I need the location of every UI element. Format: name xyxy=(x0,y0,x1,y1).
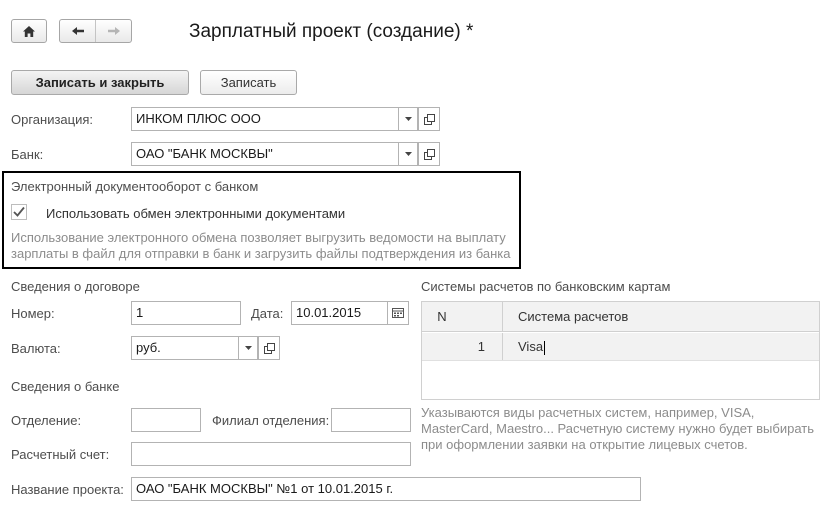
chevron-down-icon xyxy=(405,117,412,121)
chevron-down-icon xyxy=(245,346,252,350)
bank-field[interactable]: ОАО "БАНК МОСКВЫ" xyxy=(131,142,399,166)
sub-branch-label: Филиал отделения: xyxy=(212,413,330,428)
page-title: Зарплатный проект (создание) * xyxy=(189,21,474,42)
open-window-icon xyxy=(424,149,435,160)
currency-dropdown-button[interactable] xyxy=(238,336,258,360)
contract-date-field[interactable]: 10.01.2015 xyxy=(291,301,388,325)
column-header-system[interactable]: Система расчетов xyxy=(518,309,629,324)
text-cursor xyxy=(544,341,545,355)
table-header xyxy=(422,302,819,332)
organization-label: Организация: xyxy=(11,112,94,127)
history-nav xyxy=(59,19,132,43)
branch-label: Отделение: xyxy=(11,413,82,428)
bank-dropdown-button[interactable] xyxy=(398,142,418,166)
column-header-n[interactable]: N xyxy=(437,309,447,324)
account-field[interactable] xyxy=(131,442,411,466)
forward-button[interactable] xyxy=(96,20,131,42)
sub-branch-field[interactable] xyxy=(331,408,411,432)
checkmark-icon xyxy=(11,204,27,220)
home-button[interactable] xyxy=(11,19,47,43)
home-icon xyxy=(22,25,36,38)
card-systems-hint-line-2: MasterCard, Maestro... Расчетную систему нужно будет выбирать xyxy=(421,421,815,436)
save-and-close-button[interactable]: Записать и закрыть xyxy=(11,70,189,95)
card-systems-hint-line-1: Указываются виды расчетных систем, например, VISA, xyxy=(421,405,755,420)
chevron-down-icon xyxy=(405,152,412,156)
arrow-right-icon xyxy=(107,26,121,36)
organization-dropdown-button[interactable] xyxy=(398,107,418,131)
table-row[interactable] xyxy=(422,333,819,361)
card-systems-table[interactable] xyxy=(421,301,820,400)
edo-hint-line-2: зарплаты в файл для отправки в банк и загрузить файлы подтверждения из банка xyxy=(11,246,511,261)
save-button[interactable]: Записать xyxy=(200,70,297,95)
open-window-icon xyxy=(264,343,275,354)
bank-info-header: Сведения о банке xyxy=(11,379,120,394)
contract-number-label: Номер: xyxy=(11,306,55,321)
column-separator xyxy=(502,302,503,331)
column-separator xyxy=(502,333,503,360)
organization-open-button[interactable] xyxy=(418,107,440,131)
row-number: 1 xyxy=(477,339,485,354)
card-systems-hint-line-3: при оформлении заявки на открытие лицевых счетов. xyxy=(421,437,748,452)
edo-header: Электронный документооборот с банком xyxy=(11,179,259,194)
calendar-button[interactable] xyxy=(387,301,409,325)
account-label: Расчетный счет: xyxy=(11,447,110,462)
row-system[interactable]: Visa xyxy=(518,339,544,354)
bank-label: Банк: xyxy=(11,147,44,162)
bank-open-button[interactable] xyxy=(418,142,440,166)
edo-hint-line-1: Использование электронного обмена позволяет выгрузить ведомости на выплату xyxy=(11,230,506,245)
currency-field[interactable]: руб. xyxy=(131,336,239,360)
contract-number-field[interactable]: 1 xyxy=(131,301,241,325)
back-button[interactable] xyxy=(60,20,96,42)
project-name-field[interactable]: ОАО "БАНК МОСКВЫ" №1 от 10.01.2015 г. xyxy=(131,477,641,501)
edo-checkbox[interactable] xyxy=(11,204,27,220)
branch-field[interactable] xyxy=(131,408,201,432)
contract-date-label: Дата: xyxy=(251,306,284,321)
card-systems-header: Системы расчетов по банковским картам xyxy=(421,279,671,294)
currency-label: Валюта: xyxy=(11,341,61,356)
arrow-left-icon xyxy=(71,26,85,36)
open-window-icon xyxy=(424,114,435,125)
calendar-icon xyxy=(392,308,404,318)
contract-header: Сведения о договоре xyxy=(11,279,140,294)
organization-field[interactable]: ИНКОМ ПЛЮС ООО xyxy=(131,107,399,131)
project-name-label: Название проекта: xyxy=(11,482,124,497)
currency-open-button[interactable] xyxy=(258,336,280,360)
edo-checkbox-label[interactable]: Использовать обмен электронными документами xyxy=(46,206,346,221)
